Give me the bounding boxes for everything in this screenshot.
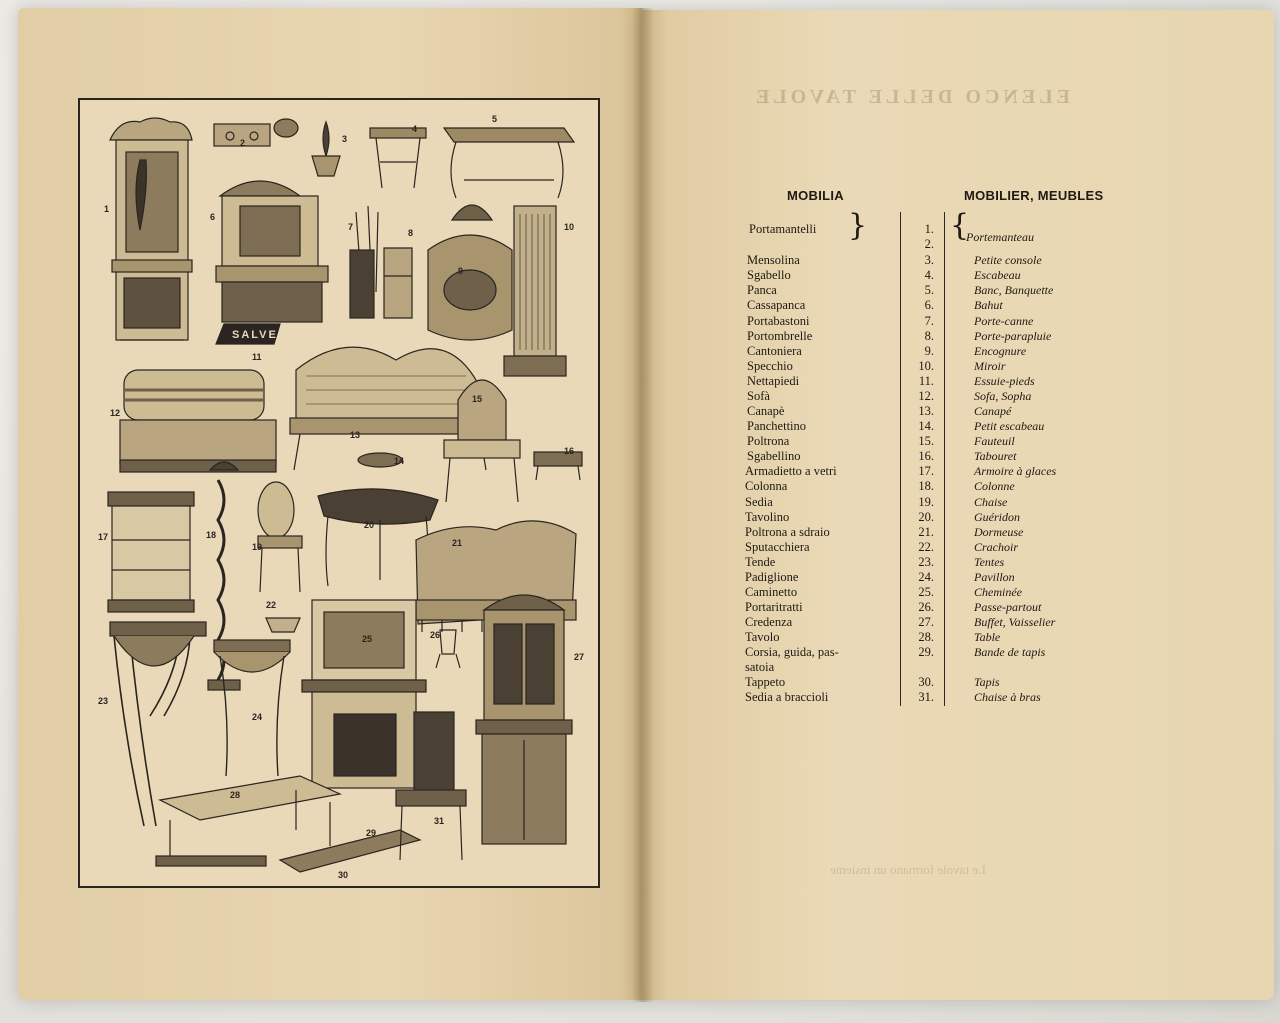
figure-number: 29 (366, 828, 377, 838)
italian-term: satoia (745, 660, 775, 674)
list-row (0, 690, 1041, 705)
french-term: Armoire à glaces (974, 464, 1057, 478)
figure-number: 24 (252, 712, 263, 722)
figure-number: 1 (104, 204, 110, 214)
list-row (0, 479, 1015, 494)
list-row (0, 675, 1000, 690)
italian-term: Tappeto (745, 675, 786, 689)
list-row (0, 283, 1054, 298)
figure-number: 4 (412, 124, 418, 134)
list-row (0, 615, 1056, 630)
figure-number: 27 (574, 652, 585, 662)
french-term: Porte-canne (974, 314, 1034, 328)
fig-bench (444, 128, 574, 198)
italian-term: Specchio (747, 359, 793, 373)
figure-number: 13 (350, 430, 361, 440)
heading-french: MOBILIER, MEUBLES (964, 188, 1104, 203)
italian-term: Colonna (745, 479, 788, 493)
italian-term: Tavolino (745, 510, 790, 524)
item-number: 20. (918, 510, 934, 524)
item-number: 21. (918, 525, 934, 539)
list-row (0, 389, 1032, 404)
item-number: 2. (924, 237, 934, 251)
italian-term: Corsia, guida, pas- (745, 645, 839, 659)
italian-term: Sedia a braccioli (745, 690, 829, 704)
item-number: 11. (918, 374, 934, 388)
item-number: 4. (924, 268, 934, 282)
list-row (0, 268, 1021, 283)
italian-term: Credenza (745, 615, 793, 629)
french-term: Banc, Banquette (974, 283, 1054, 297)
italian-term: Nettapiedi (747, 374, 800, 388)
item-number: 6. (924, 298, 934, 312)
french-term: Encognure (974, 344, 1027, 358)
list-row (0, 585, 1022, 600)
list-row (0, 630, 1001, 645)
italian-term: Portabastoni (747, 314, 810, 328)
figure-number: 23 (98, 696, 109, 706)
figure-number: 25 (362, 634, 373, 644)
item-number: 23. (918, 555, 934, 569)
item-number: 19. (918, 495, 934, 509)
italian-term: Sputacchiera (745, 540, 810, 554)
figure-number: 31 (434, 816, 445, 826)
figure-number: 12 (110, 408, 121, 418)
item-number: 3. (924, 253, 934, 267)
figure-number: 6 (210, 212, 216, 222)
french-term: Chaise (974, 495, 1008, 509)
french-term: Fauteuil (974, 434, 1015, 448)
italian-term: Poltrona (747, 434, 790, 448)
figure-number: 8 (408, 228, 414, 238)
item-number: 31. (918, 690, 934, 704)
figure-number: 2 (240, 138, 246, 148)
list-row (0, 344, 1027, 359)
mat-inscription: SALVE (232, 329, 278, 341)
french-term: Miroir (974, 359, 1006, 373)
italian-term: Padiglione (745, 570, 799, 584)
french-term: Petit escabeau (974, 419, 1045, 433)
french-term: Tentes (974, 555, 1005, 569)
italian-term: Cassapanca (747, 298, 806, 312)
list-row (0, 660, 775, 675)
french-term: Tapis (974, 675, 1000, 689)
french-term: Guéridon (974, 510, 1020, 524)
item-number: 5. (924, 283, 934, 297)
french-term: Bahut (974, 298, 1003, 312)
item-number: 13. (918, 404, 934, 418)
italian-term: Sedia (745, 495, 773, 509)
french-term: Essuie-pieds (974, 374, 1035, 388)
book-gutter (632, 8, 654, 1002)
fig-runner (280, 830, 420, 872)
list-row (0, 404, 1012, 419)
french-term: Buffet, Vaisselier (974, 615, 1056, 629)
list-row (0, 230, 1034, 251)
italian-term: Sgabello (747, 268, 791, 282)
fig-wall-hook (214, 119, 298, 146)
italian-term: Tende (745, 555, 776, 569)
italian-term: Portaritratti (745, 600, 803, 614)
item-number: 30. (918, 675, 934, 689)
figure-number: 7 (348, 222, 354, 232)
list-row (0, 419, 1045, 434)
italian-term: Poltrona a sdraio (745, 525, 830, 539)
italian-term: Caminetto (745, 585, 798, 599)
figure-number: 11 (252, 352, 262, 362)
figure-number: 26 (430, 630, 441, 640)
list-row (0, 495, 1008, 510)
item-number: 9. (924, 344, 934, 358)
list-row (0, 359, 1006, 374)
bleed-through-footer: Le tavole formano un insieme (830, 862, 986, 877)
figure-number: 15 (472, 394, 483, 404)
brace-right: { (950, 208, 970, 243)
fig-console (312, 122, 340, 176)
list-row (0, 449, 1017, 464)
french-term: Cheminée (974, 585, 1022, 599)
french-term: Chaise à bras (974, 690, 1041, 704)
figure-number: 9 (458, 266, 464, 276)
item-number: 25. (918, 585, 934, 599)
french-term: Dormeuse (974, 525, 1024, 539)
figure-number: 3 (342, 134, 348, 144)
french-term: Canapé (974, 404, 1012, 418)
item-number: 1. (924, 222, 934, 236)
italian-term: Portombrelle (747, 329, 813, 343)
list-row (0, 374, 1035, 389)
italian-term: Panchettino (747, 419, 807, 433)
italian-term: Armadietto a vetri (745, 464, 837, 478)
list-row (0, 329, 1052, 344)
item-number: 24. (918, 570, 934, 584)
item-number: 29. (918, 645, 934, 659)
item-number: 18. (918, 479, 934, 493)
item-number: 27. (918, 615, 934, 629)
item-number: 26. (918, 600, 934, 614)
list-row (0, 570, 1015, 585)
list-row (0, 298, 1003, 313)
item-number: 7. (924, 314, 934, 328)
bleed-through-title: ELENCO DELLE TAVOLE (752, 86, 1070, 108)
italian-term: Panca (747, 283, 777, 297)
figure-number: 21 (452, 538, 463, 548)
figure-number: 20 (364, 520, 375, 530)
figure-number: 28 (230, 790, 241, 800)
list-row (0, 600, 1042, 615)
list-row (0, 464, 1057, 479)
italian-term: Sgabellino (747, 449, 801, 463)
italian-term: Mensolina (747, 253, 800, 267)
french-term: Petite console (974, 253, 1042, 267)
figure-number: 5 (492, 114, 498, 124)
french-term: Tabouret (974, 449, 1017, 463)
figure-number: 22 (266, 600, 277, 610)
figure-number: 17 (98, 532, 109, 542)
item-number: 12. (918, 389, 934, 403)
list-row (0, 510, 1020, 525)
french-term: Colonne (974, 479, 1015, 493)
french-term: Table (974, 630, 1001, 644)
list-row (0, 253, 1042, 268)
figure-number: 18 (206, 530, 217, 540)
brace-left: } (848, 208, 868, 243)
figure-number: 30 (338, 870, 349, 880)
item-number: 16. (918, 449, 934, 463)
figure-number: 16 (564, 446, 575, 456)
figure-number: 19 (252, 542, 263, 552)
french-term: Passe-partout (974, 600, 1042, 614)
italian-term: Canapè (747, 404, 785, 418)
item-number: 17. (918, 464, 934, 478)
figure-number: 14 (394, 456, 405, 466)
item-number: 15. (918, 434, 934, 448)
list-row (0, 555, 1005, 570)
italian-term: Sofà (747, 389, 770, 403)
french-term: Sofa, Sopha (974, 389, 1032, 403)
item-number: 14. (918, 419, 934, 433)
french-term: Bande de tapis (974, 645, 1046, 659)
item-number: 8. (924, 329, 934, 343)
item-number: 22. (918, 540, 934, 554)
column-rule-right (944, 212, 945, 706)
list-row (0, 540, 1019, 555)
italian-term: Tavolo (745, 630, 780, 644)
french-term: Portemanteau (966, 230, 1034, 244)
list-row (0, 645, 1046, 660)
list-row (0, 525, 1024, 540)
figure-number: 10 (564, 222, 575, 232)
french-term: Pavillon (974, 570, 1015, 584)
italian-term: Cantoniera (747, 344, 802, 358)
french-term: Escabeau (974, 268, 1021, 282)
list-row (0, 434, 1015, 449)
italian-term: Portamantelli (749, 222, 817, 236)
french-term: Crachoir (974, 540, 1019, 554)
french-term: Porte-parapluie (974, 329, 1052, 343)
item-number: 10. (918, 359, 934, 373)
heading-italian: MOBILIA (787, 188, 844, 203)
item-number: 28. (918, 630, 934, 644)
fig-stool (370, 128, 426, 188)
list-row (0, 314, 1034, 329)
right-page (642, 10, 1274, 1000)
